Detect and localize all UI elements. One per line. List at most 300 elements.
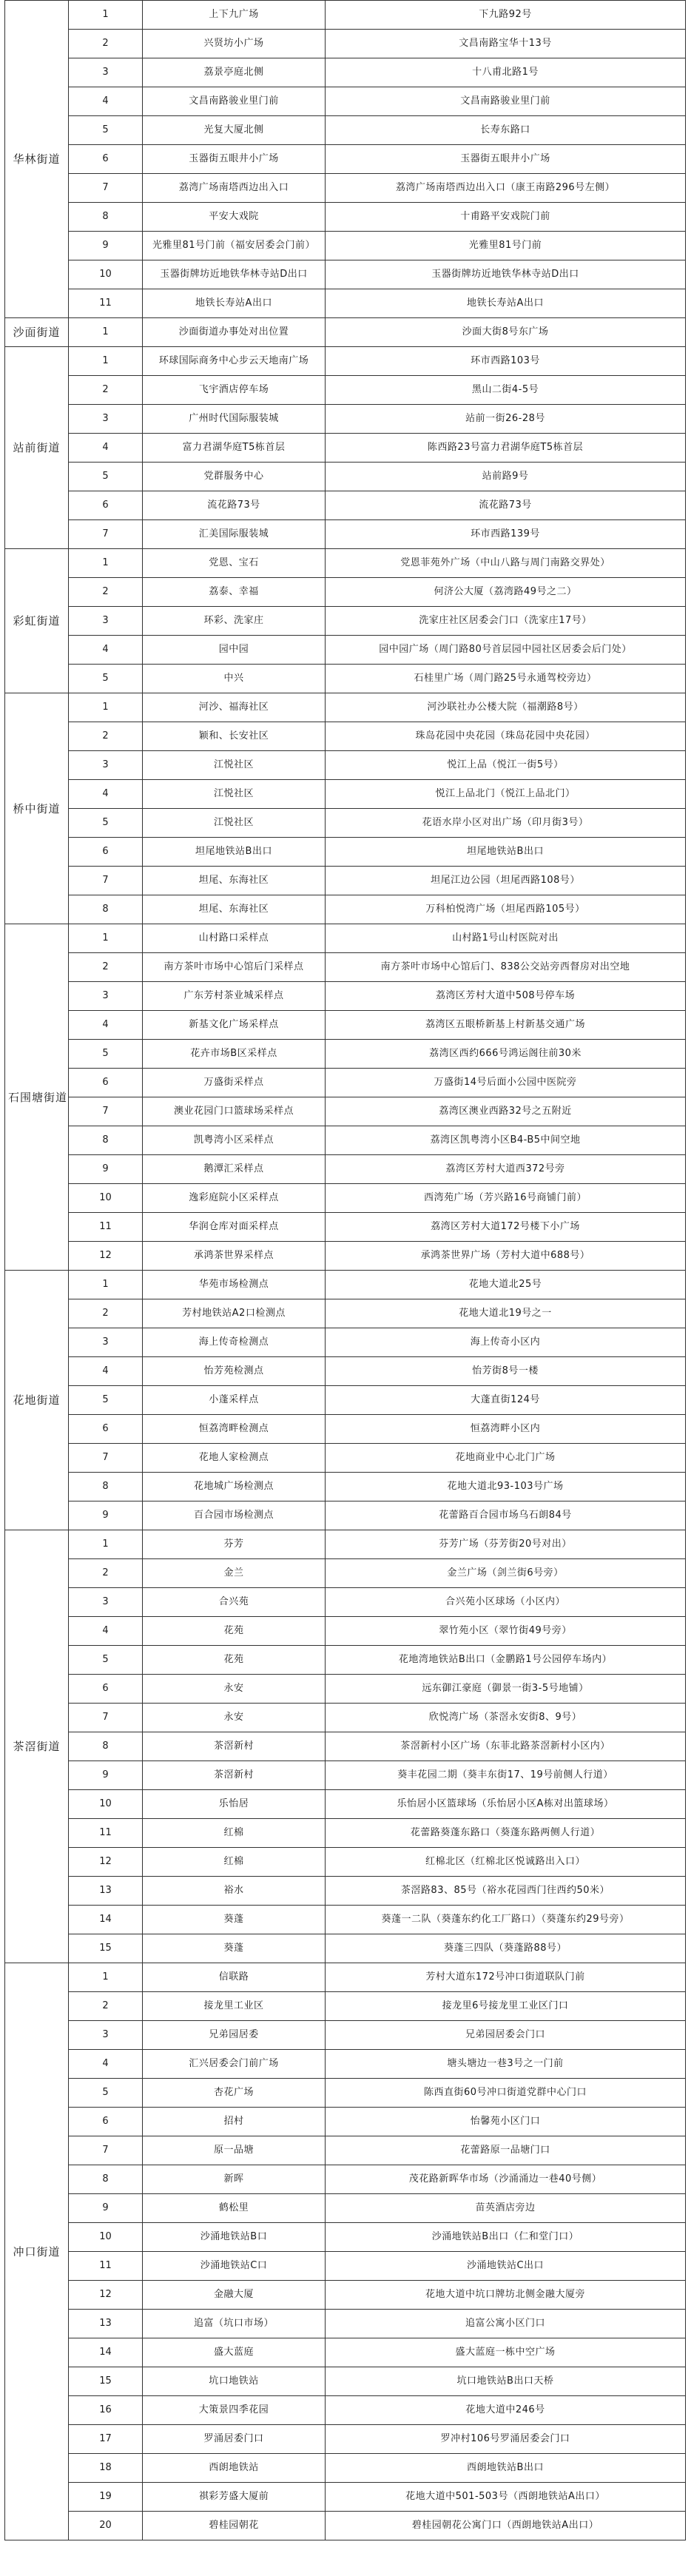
site-address-cell: 南方茶叶市场中心馆后门、838公交站旁西督房对出空地 <box>326 953 686 982</box>
row-number-cell: 15 <box>69 2367 143 2396</box>
row-number-cell: 16 <box>69 2396 143 2425</box>
site-address-cell: 花地湾地铁站B出口（金鹏路1号公园停车场内） <box>326 1646 686 1675</box>
site-address-cell: 沙涌地铁站B出口（仁和堂门口） <box>326 2223 686 2252</box>
site-address-cell: 追富公寓小区门口 <box>326 2310 686 2338</box>
table-row <box>5 1271 686 1299</box>
row-number-cell: 14 <box>69 2338 143 2367</box>
row-number-cell: 4 <box>69 434 143 463</box>
site-name-cell: 玉器街牌坊近地铁华林寺站D出口 <box>143 260 326 289</box>
table-row <box>5 1934 686 1963</box>
site-address-cell: 站前路9号 <box>326 463 686 491</box>
row-number-cell: 4 <box>69 636 143 665</box>
table-row <box>5 2165 686 2194</box>
row-number-cell: 7 <box>69 174 143 203</box>
site-name-cell: 汇美国际服装城 <box>143 520 326 549</box>
row-number-cell: 3 <box>69 58 143 87</box>
row-number-cell: 5 <box>69 809 143 838</box>
site-address-cell: 葵蓬一二队（葵蓬东约化工厂路口）（葵蓬东约29号旁） <box>326 1906 686 1934</box>
row-number-cell: 18 <box>69 2454 143 2483</box>
table-row <box>5 145 686 174</box>
site-name-cell: 江悦社区 <box>143 809 326 838</box>
site-address-cell: 荔湾区芳村大道西372号旁 <box>326 1155 686 1184</box>
table-row <box>5 232 686 260</box>
table-row <box>5 549 686 578</box>
table-row <box>5 2425 686 2454</box>
row-number-cell: 4 <box>69 87 143 116</box>
site-name-cell: 坑口地铁站 <box>143 2367 326 2396</box>
table-row <box>5 2136 686 2165</box>
row-number-cell: 1 <box>69 693 143 722</box>
site-name-cell: 荔泰、幸福 <box>143 578 326 607</box>
site-name-cell: 汇兴居委会门前广场 <box>143 2050 326 2079</box>
site-name-cell: 恒荔湾畔检测点 <box>143 1415 326 1444</box>
site-address-cell: 茂花路新晖华市场（沙涌涌边一巷40号侧） <box>326 2165 686 2194</box>
table-row <box>5 2079 686 2108</box>
table-row <box>5 1877 686 1906</box>
row-number-cell: 5 <box>69 665 143 693</box>
row-number-cell: 2 <box>69 1559 143 1588</box>
row-number-cell: 1 <box>69 1530 143 1559</box>
site-address-cell: 长寿东路口 <box>326 116 686 145</box>
site-name-cell: 原一品塘 <box>143 2136 326 2165</box>
site-address-cell: 花地大道中501-503号（西朗地铁站A出口） <box>326 2483 686 2512</box>
table-row <box>5 1646 686 1675</box>
row-number-cell: 2 <box>69 953 143 982</box>
site-address-cell: 苗英酒店旁边 <box>326 2194 686 2223</box>
site-name-cell: 党群服务中心 <box>143 463 326 491</box>
site-address-cell: 环市西路103号 <box>326 347 686 376</box>
table-row <box>5 87 686 116</box>
site-address-cell: 荔湾区芳村大道172号楼下小广场 <box>326 1213 686 1242</box>
row-number-cell: 11 <box>69 1819 143 1848</box>
table-row <box>5 2310 686 2338</box>
row-number-cell: 2 <box>69 1992 143 2021</box>
row-number-cell: 17 <box>69 2425 143 2454</box>
table-row <box>5 260 686 289</box>
table-row <box>5 174 686 203</box>
table-row <box>5 347 686 376</box>
site-name-cell: 鹅潭汇采样点 <box>143 1155 326 1184</box>
row-number-cell: 8 <box>69 203 143 232</box>
table-row <box>5 405 686 434</box>
street-name-cell: 沙面街道 <box>5 318 69 347</box>
site-name-cell: 兄弟园居委 <box>143 2021 326 2050</box>
site-name-cell: 裕水 <box>143 1877 326 1906</box>
site-address-cell: 地铁长寿站A出口 <box>326 289 686 318</box>
site-address-cell: 乐怡居小区篮球场（乐怡居小区A栋对出篮球场） <box>326 1790 686 1819</box>
site-address-cell: 陈西路23号富力君湖华庭T5栋首层 <box>326 434 686 463</box>
site-address-cell: 大蓬直街124号 <box>326 1386 686 1415</box>
table-row <box>5 780 686 809</box>
site-name-cell: 永安 <box>143 1704 326 1732</box>
site-address-cell: 花地大道北93-103号广场 <box>326 1473 686 1501</box>
site-address-cell: 西湾苑广场（芳兴路16号商铺门前） <box>326 1184 686 1213</box>
row-number-cell: 8 <box>69 1126 143 1155</box>
table-row <box>5 1761 686 1790</box>
site-name-cell: 花苑 <box>143 1646 326 1675</box>
table-row <box>5 289 686 318</box>
site-address-cell: 花蕾路葵蓬东路口（葵蓬东路两侧人行道） <box>326 1819 686 1848</box>
site-name-cell: 信联路 <box>143 1963 326 1992</box>
row-number-cell: 1 <box>69 924 143 953</box>
table-row <box>5 1415 686 1444</box>
table-row <box>5 1732 686 1761</box>
table-row <box>5 1617 686 1646</box>
site-address-cell: 碧桂园朝花公寓门口（西朗地铁站A出口） <box>326 2512 686 2540</box>
table-row <box>5 867 686 895</box>
table-row <box>5 1155 686 1184</box>
row-number-cell: 9 <box>69 1501 143 1530</box>
site-address-cell: 承鸿茶世界广场（芳村大道中688号） <box>326 1242 686 1271</box>
table-row <box>5 1588 686 1617</box>
site-name-cell: 南方茶叶市场中心馆后门采样点 <box>143 953 326 982</box>
site-address-cell: 何济公大厦（荔湾路49号之二） <box>326 578 686 607</box>
row-number-cell: 6 <box>69 491 143 520</box>
site-name-cell: 沙涌地铁站B口 <box>143 2223 326 2252</box>
site-address-cell: 河沙联社办公楼大院（福潮路8号） <box>326 693 686 722</box>
site-address-cell: 下九路92号 <box>326 1 686 30</box>
site-address-cell: 黑山二街4-5号 <box>326 376 686 405</box>
site-address-cell: 葵蓬三四队（葵蓬路88号） <box>326 1934 686 1963</box>
site-address-cell: 海上传奇小区内 <box>326 1328 686 1357</box>
site-address-cell: 花地商业中心北门广场 <box>326 1444 686 1473</box>
table-row <box>5 203 686 232</box>
site-address-cell: 站前一街26-28号 <box>326 405 686 434</box>
site-address-cell: 沙面大街8号东广场 <box>326 318 686 347</box>
table-row <box>5 116 686 145</box>
site-name-cell: 光雅里81号门前（福安居委会门前） <box>143 232 326 260</box>
row-number-cell: 6 <box>69 2108 143 2136</box>
row-number-cell: 5 <box>69 1040 143 1069</box>
site-name-cell: 乐怡居 <box>143 1790 326 1819</box>
row-number-cell: 2 <box>69 30 143 58</box>
site-name-cell: 河沙、福海社区 <box>143 693 326 722</box>
site-address-cell: 茶滘新村小区广场（东菲北路茶滘新村小区内） <box>326 1732 686 1761</box>
site-name-cell: 金兰 <box>143 1559 326 1588</box>
table-row <box>5 1328 686 1357</box>
table-row <box>5 1357 686 1386</box>
site-address-cell: 文昌南路骏业里门前 <box>326 87 686 116</box>
row-number-cell: 2 <box>69 376 143 405</box>
site-name-cell: 新基文化广场采样点 <box>143 1011 326 1040</box>
table-row <box>5 982 686 1011</box>
row-number-cell: 3 <box>69 607 143 636</box>
site-address-cell: 塘头塘边一巷3号之一门前 <box>326 2050 686 2079</box>
row-number-cell: 4 <box>69 2050 143 2079</box>
row-number-cell: 12 <box>69 1848 143 1877</box>
site-name-cell: 飞宇酒店停车场 <box>143 376 326 405</box>
site-address-cell: 合兴苑小区球场（小区内） <box>326 1588 686 1617</box>
site-address-cell: 怡芳街8号一楼 <box>326 1357 686 1386</box>
table-row <box>5 2194 686 2223</box>
row-number-cell: 5 <box>69 463 143 491</box>
table-row <box>5 463 686 491</box>
row-number-cell: 7 <box>69 1444 143 1473</box>
row-number-cell: 12 <box>69 1242 143 1271</box>
site-address-cell: 环市西路139号 <box>326 520 686 549</box>
row-number-cell: 10 <box>69 1790 143 1819</box>
row-number-cell: 1 <box>69 1 143 30</box>
site-address-cell: 荔湾区五眼桥新基上村新基交通广场 <box>326 1011 686 1040</box>
site-address-cell: 山村路1号山村医院对出 <box>326 924 686 953</box>
site-name-cell: 茶滘新村 <box>143 1732 326 1761</box>
site-address-cell: 沙涌地铁站C出口 <box>326 2252 686 2281</box>
table-row <box>5 1963 686 1992</box>
table-row <box>5 318 686 347</box>
street-name-cell: 华林街道 <box>5 1 69 318</box>
row-number-cell: 5 <box>69 1386 143 1415</box>
table-row <box>5 1992 686 2021</box>
site-name-cell: 光复大厦北侧 <box>143 116 326 145</box>
site-name-cell: 江悦社区 <box>143 751 326 780</box>
table-row <box>5 376 686 405</box>
table-row <box>5 2108 686 2136</box>
row-number-cell: 1 <box>69 1271 143 1299</box>
table-row <box>5 2281 686 2310</box>
site-name-cell: 广州时代国际服装城 <box>143 405 326 434</box>
street-name-cell: 冲口街道 <box>5 1963 69 2540</box>
table-row <box>5 1790 686 1819</box>
site-name-cell: 小蓬采样点 <box>143 1386 326 1415</box>
site-name-cell: 花地城广场检测点 <box>143 1473 326 1501</box>
table-row <box>5 636 686 665</box>
row-number-cell: 3 <box>69 1588 143 1617</box>
street-name-cell: 茶滘街道 <box>5 1530 69 1963</box>
table-row <box>5 2396 686 2425</box>
site-name-cell: 红棉 <box>143 1819 326 1848</box>
site-name-cell: 凯粤湾小区采样点 <box>143 1126 326 1155</box>
site-address-cell: 花语水岸小区对出广场（印月街3号） <box>326 809 686 838</box>
site-address-cell: 花地大道中246号 <box>326 2396 686 2425</box>
row-number-cell: 6 <box>69 1675 143 1704</box>
site-name-cell: 党恩、宝石 <box>143 549 326 578</box>
site-name-cell: 百合园市场检测点 <box>143 1501 326 1530</box>
site-address-cell: 十八甫北路1号 <box>326 58 686 87</box>
site-name-cell: 平安大戏院 <box>143 203 326 232</box>
table-row <box>5 607 686 636</box>
site-name-cell: 环彩、洗家庄 <box>143 607 326 636</box>
site-address-cell: 悦江上品（悦江一街5号） <box>326 751 686 780</box>
row-number-cell: 7 <box>69 2136 143 2165</box>
site-name-cell: 澳业花园门口篮球场采样点 <box>143 1097 326 1126</box>
site-address-cell: 陈西直街60号冲口街道党群中心门口 <box>326 2079 686 2108</box>
row-number-cell: 3 <box>69 751 143 780</box>
site-name-cell: 花苑 <box>143 1617 326 1646</box>
table-row <box>5 2252 686 2281</box>
table-row <box>5 30 686 58</box>
row-number-cell: 4 <box>69 1617 143 1646</box>
row-number-cell: 20 <box>69 2512 143 2540</box>
table-row <box>5 2223 686 2252</box>
site-name-cell: 上下九广场 <box>143 1 326 30</box>
site-name-cell: 坦尾地铁站B出口 <box>143 838 326 867</box>
site-name-cell: 文昌南路骏业里门前 <box>143 87 326 116</box>
table-row <box>5 1906 686 1934</box>
row-number-cell: 8 <box>69 895 143 924</box>
site-name-cell: 逸彩庭院小区采样点 <box>143 1184 326 1213</box>
site-name-cell: 地铁长寿站A出口 <box>143 289 326 318</box>
site-address-cell: 葵丰花园二期（葵丰东街17、19号前侧人行道） <box>326 1761 686 1790</box>
row-number-cell: 11 <box>69 2252 143 2281</box>
site-address-cell: 荔湾区凯粤湾小区B4-B5中间空地 <box>326 1126 686 1155</box>
table-row <box>5 1473 686 1501</box>
site-address-cell: 党恩菲苑外广场（中山八路与周门南路交界处） <box>326 549 686 578</box>
site-address-cell: 芬芳广场（芬芳街20号对出） <box>326 1530 686 1559</box>
table-row <box>5 1184 686 1213</box>
row-number-cell: 15 <box>69 1934 143 1963</box>
row-number-cell: 19 <box>69 2483 143 2512</box>
site-address-cell: 石桂里广场（周门路25号永通驾校旁边） <box>326 665 686 693</box>
row-number-cell: 8 <box>69 2165 143 2194</box>
street-name-cell: 桥中街道 <box>5 693 69 924</box>
table-row <box>5 2483 686 2512</box>
site-address-cell: 翠竹苑小区（翠竹街49号旁） <box>326 1617 686 1646</box>
site-name-cell: 葵蓬 <box>143 1934 326 1963</box>
site-name-cell: 金融大厦 <box>143 2281 326 2310</box>
site-address-cell: 荔湾广场南塔西边出入口（康王南路296号左侧） <box>326 174 686 203</box>
site-address-cell: 红棉北区（红棉北区悦诚路出入口） <box>326 1848 686 1877</box>
site-address-cell: 恒荔湾畔小区内 <box>326 1415 686 1444</box>
table-row <box>5 1559 686 1588</box>
table-row <box>5 1011 686 1040</box>
site-address-cell: 茶滘路83、85号（裕水花园西门往西约50米） <box>326 1877 686 1906</box>
site-name-cell: 华润仓库对面采样点 <box>143 1213 326 1242</box>
site-name-cell: 怡芳苑检测点 <box>143 1357 326 1386</box>
table-row <box>5 1530 686 1559</box>
table-row <box>5 1069 686 1097</box>
site-name-cell: 园中园 <box>143 636 326 665</box>
table-row <box>5 2512 686 2540</box>
site-address-cell: 荔湾区澳业西路32号之五附近 <box>326 1097 686 1126</box>
table-row <box>5 2338 686 2367</box>
site-name-cell: 华苑市场检测点 <box>143 1271 326 1299</box>
table-row <box>5 2367 686 2396</box>
table-row <box>5 491 686 520</box>
row-number-cell: 10 <box>69 2223 143 2252</box>
row-number-cell: 13 <box>69 1877 143 1906</box>
site-name-cell: 大策景四季花园 <box>143 2396 326 2425</box>
row-number-cell: 10 <box>69 260 143 289</box>
site-address-cell: 花地大道中坑口牌坊北侧金融大厦旁 <box>326 2281 686 2310</box>
table-row <box>5 1213 686 1242</box>
row-number-cell: 6 <box>69 1415 143 1444</box>
site-address-cell: 远东御江豪庭（御景一街3-5号地铺） <box>326 1675 686 1704</box>
street-name-cell: 花地街道 <box>5 1271 69 1530</box>
site-address-cell: 盛大蓝庭一栋中空广场 <box>326 2338 686 2367</box>
site-name-cell: 招村 <box>143 2108 326 2136</box>
site-address-cell: 花地大道北19号之一 <box>326 1299 686 1328</box>
site-name-cell: 西朗地铁站 <box>143 2454 326 2483</box>
site-name-cell: 花卉市场B区采样点 <box>143 1040 326 1069</box>
street-name-cell: 站前街道 <box>5 347 69 549</box>
site-name-cell: 颖和、长安社区 <box>143 722 326 751</box>
site-address-cell: 万盛街14号后面小公园中医院旁 <box>326 1069 686 1097</box>
row-number-cell: 7 <box>69 1704 143 1732</box>
table-row <box>5 1704 686 1732</box>
site-address-cell: 坦尾江边公园（坦尾西路108号） <box>326 867 686 895</box>
site-address-cell: 金兰广场（剑兰街6号旁） <box>326 1559 686 1588</box>
site-address-cell: 悦江上品北门（悦江上品北门） <box>326 780 686 809</box>
site-name-cell: 接龙里工业区 <box>143 1992 326 2021</box>
site-address-cell: 珠岛花园中央花园（珠岛花园中央花园） <box>326 722 686 751</box>
site-address-cell: 万科柏悦湾广场（坦尾西路105号） <box>326 895 686 924</box>
site-name-cell: 茶滘新村 <box>143 1761 326 1790</box>
row-number-cell: 4 <box>69 780 143 809</box>
site-name-cell: 坦尾、东海社区 <box>143 895 326 924</box>
site-name-cell: 坦尾、东海社区 <box>143 867 326 895</box>
row-number-cell: 5 <box>69 116 143 145</box>
row-number-cell: 9 <box>69 2194 143 2223</box>
site-address-cell: 欣悦湾广场（茶滘永安街8、9号） <box>326 1704 686 1732</box>
row-number-cell: 9 <box>69 1155 143 1184</box>
site-address-cell: 园中园广场（周门路80号首层园中园社区居委会后门处） <box>326 636 686 665</box>
site-name-cell: 合兴苑 <box>143 1588 326 1617</box>
table-row <box>5 809 686 838</box>
site-address-cell: 荔湾区芳村大道中508号停车场 <box>326 982 686 1011</box>
table-row <box>5 1675 686 1704</box>
site-name-cell: 新晖 <box>143 2165 326 2194</box>
row-number-cell: 5 <box>69 1646 143 1675</box>
table-row <box>5 2454 686 2483</box>
site-address-cell: 洗家庄社区居委会门口（洗家庄17号） <box>326 607 686 636</box>
site-address-cell: 文昌南路宝华十13号 <box>326 30 686 58</box>
site-name-cell: 碧桂园朝花 <box>143 2512 326 2540</box>
table-row <box>5 1386 686 1415</box>
site-name-cell: 花地人家检测点 <box>143 1444 326 1473</box>
row-number-cell: 4 <box>69 1011 143 1040</box>
row-number-cell: 8 <box>69 1473 143 1501</box>
site-name-cell: 芬芳 <box>143 1530 326 1559</box>
table-row <box>5 838 686 867</box>
table-row <box>5 1501 686 1530</box>
row-number-cell: 4 <box>69 1357 143 1386</box>
site-address-cell: 芳村大道东172号冲口街道联队门前 <box>326 1963 686 1992</box>
table-row <box>5 1444 686 1473</box>
row-number-cell: 1 <box>69 1963 143 1992</box>
site-name-cell: 富力君湖华庭T5栋首层 <box>143 434 326 463</box>
site-name-cell: 江悦社区 <box>143 780 326 809</box>
row-number-cell: 3 <box>69 982 143 1011</box>
row-number-cell: 2 <box>69 722 143 751</box>
row-number-cell: 14 <box>69 1906 143 1934</box>
row-number-cell: 7 <box>69 520 143 549</box>
row-number-cell: 1 <box>69 318 143 347</box>
table-body <box>5 1 686 2540</box>
site-name-cell: 芳村地铁站A2口检测点 <box>143 1299 326 1328</box>
site-address-cell: 罗冲村106号罗涌居委会门口 <box>326 2425 686 2454</box>
table-row <box>5 434 686 463</box>
table-row <box>5 2050 686 2079</box>
site-name-cell: 承鸿茶世界采样点 <box>143 1242 326 1271</box>
site-name-cell: 追富（坑口市场） <box>143 2310 326 2338</box>
row-number-cell: 3 <box>69 1328 143 1357</box>
site-address-cell: 玉器街五眼井小广场 <box>326 145 686 174</box>
site-name-cell: 流花路73号 <box>143 491 326 520</box>
site-address-cell: 花蕾路原一品塘门口 <box>326 2136 686 2165</box>
site-name-cell: 永安 <box>143 1675 326 1704</box>
site-name-cell: 沙涌地铁站C口 <box>143 2252 326 2281</box>
table-row <box>5 1040 686 1069</box>
table-row <box>5 693 686 722</box>
site-address-cell: 坑口地铁站B出口天桥 <box>326 2367 686 2396</box>
site-name-cell: 海上传奇检测点 <box>143 1328 326 1357</box>
site-name-cell: 万盛街采样点 <box>143 1069 326 1097</box>
site-name-cell: 盛大蓝庭 <box>143 2338 326 2367</box>
row-number-cell: 12 <box>69 2281 143 2310</box>
row-number-cell: 5 <box>69 2079 143 2108</box>
table-row <box>5 520 686 549</box>
table-row <box>5 1848 686 1877</box>
